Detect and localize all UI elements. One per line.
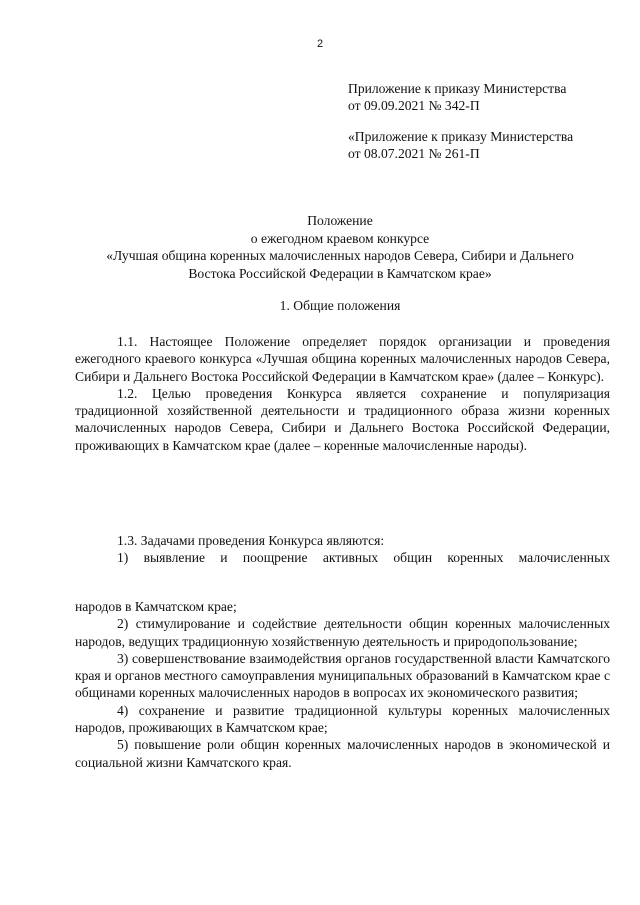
document-heading (60, 212, 620, 282)
task-1-end: народов в Камчатском крае; (75, 599, 237, 614)
appendix-date-number: от 08.07.2021 № 261-П (348, 146, 480, 161)
paragraph-1-3: 1.3. Задачами проведения Конкурса являются: (117, 533, 385, 548)
section-title: 1. Общие положения (279, 298, 401, 313)
paragraph-1-2: 1.2. Целью проведения Конкурса является сохранение и популяризация традиционной хозяйственной деятельности и традиционного образа жизни коренных малочисленных народов Севера, Сибири и Дальнего Востока Российской Федерации, проживающих в Камчатском крае (далее – коренные малочисленные народы). (75, 385, 610, 453)
appendix-reference-original (348, 128, 628, 162)
appendix-line: Приложение к приказу Министерства (348, 81, 567, 96)
heading-subtitle: о ежегодном краевом конкурсе (250, 230, 430, 246)
task-1-start: 1) выявление и поощрение активных общин коренных малочисленных (117, 550, 610, 566)
appendix-date-number: от 09.09.2021 № 342-П (348, 98, 480, 113)
page-number: 2 (316, 38, 324, 50)
task-2: 2) стимулирование и содействие деятельности общин коренных малочисленных народов, ведущих традиционную хозяйственную деятельность и природопользование; (75, 616, 610, 649)
heading-contest-name: «Лучшая община коренных малочисленных народов Севера, Сибири и Дальнего (106, 248, 574, 263)
task-5: 5) повышение роли общин коренных малочисленных народов в экономической и социальной жизни Камчатского края. (75, 737, 610, 770)
heading-contest-name-cont: Востока Российской Федерации в Камчатском крае» (188, 265, 492, 281)
paragraphs-tasks-list (75, 598, 610, 771)
task-4: 4) сохранение и развитие традиционной культуры коренных малочисленных народов, проживающих в Камчатском крае; (75, 702, 610, 736)
paragraph-1-1: 1.1. Настоящее Положение определяет порядок организации и проведения ежегодного краевого конкурса «Лучшая община коренных малочисленных народов Севера, Сибири и Дальнего Востока Российской Федерации в Камчатском крае» (далее – Конкурс). (75, 334, 610, 384)
paragraphs-tasks-start (75, 532, 610, 567)
appendix-reference-current (348, 80, 628, 114)
paragraphs-general (75, 333, 610, 454)
heading-title: Положение (307, 213, 373, 228)
task-3: 3) совершенствование взаимодействия органов государственной власти Камчатского края и органов местного самоуправления муниципальных образований в Камчатском крае с общинами коренных малочисленных народов в вопросах их экономического развития; (75, 650, 610, 701)
appendix-line: «Приложение к приказу Министерства (348, 129, 574, 144)
